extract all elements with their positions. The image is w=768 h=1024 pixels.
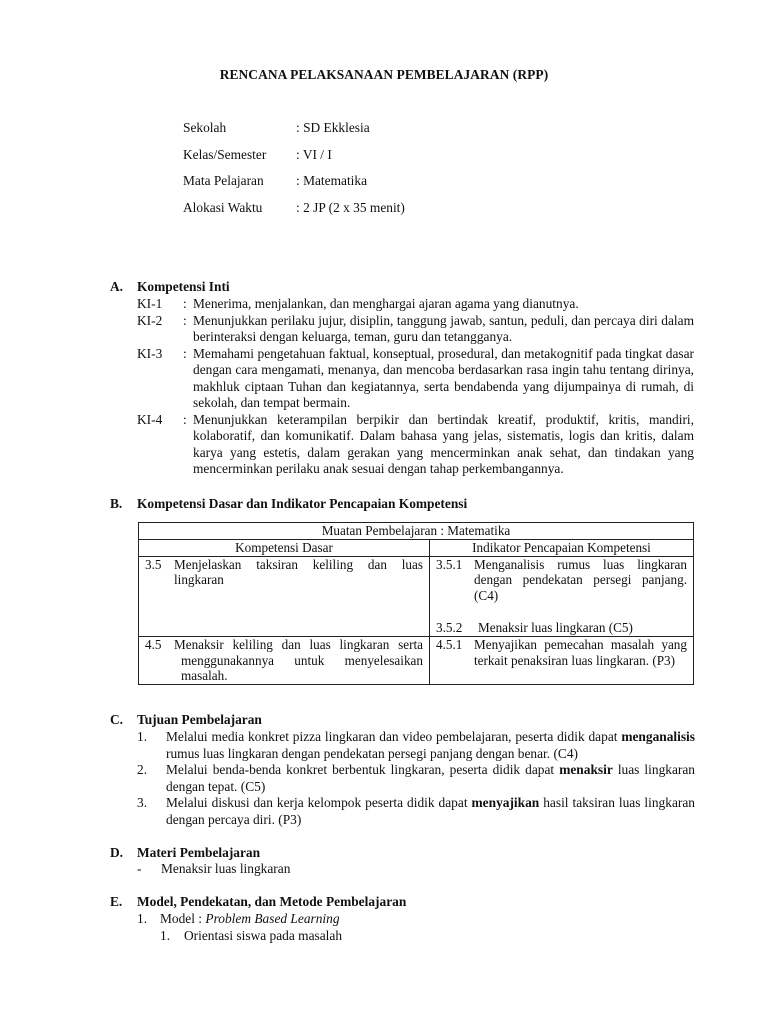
section-e-heading bbox=[110, 894, 406, 911]
model-text bbox=[160, 911, 695, 928]
table-row bbox=[139, 556, 694, 636]
ki-code: KI-3 bbox=[137, 345, 163, 361]
objective-text-pre: Melalui diskusi dan kerja kelompok peserta didik dapat bbox=[166, 795, 472, 810]
table-header-ipk: Indikator Pencapaian Kompetensi bbox=[430, 539, 694, 556]
info-row-school bbox=[183, 120, 405, 147]
section-letter: D. bbox=[110, 845, 124, 860]
model-step-number: 1. bbox=[160, 927, 171, 943]
ipk-item bbox=[436, 637, 687, 669]
ipk-cell bbox=[430, 556, 694, 636]
material-list bbox=[137, 861, 695, 878]
ki-item bbox=[137, 346, 694, 412]
ki-list bbox=[137, 296, 694, 478]
kd-text bbox=[174, 637, 423, 684]
info-label: Sekolah bbox=[183, 120, 227, 135]
section-b-heading bbox=[110, 496, 467, 513]
kd-item bbox=[145, 637, 423, 684]
table-caption: Muatan Pembelajaran : Matematika bbox=[139, 523, 694, 540]
section-d-heading bbox=[110, 845, 260, 862]
objective-keyword: menyajikan bbox=[471, 795, 540, 810]
table-caption-row bbox=[139, 523, 694, 540]
model-list bbox=[137, 911, 695, 944]
ki-item bbox=[137, 412, 694, 478]
competency-table bbox=[138, 522, 694, 685]
info-label: Mata Pelajaran bbox=[183, 173, 264, 188]
info-value: : Matematika bbox=[296, 173, 368, 188]
material-bullet: - bbox=[137, 861, 142, 876]
kd-number: 3.5 bbox=[145, 556, 162, 572]
objective-number: 1. bbox=[137, 729, 148, 744]
kd-text-content: Menaksir keliling dan luas lingkaran serta menggunakannya untuk menyelesaikan masalah. bbox=[174, 636, 423, 684]
objective-item bbox=[137, 762, 695, 795]
section-title: Materi Pembelajaran bbox=[137, 845, 261, 860]
info-value: : SD Ekklesia bbox=[296, 120, 370, 135]
ki-text: Menunjukkan keterampilan berpikir dan bertindak kreatif, produktif, kritis, mandiri, kolaboratif, dan komunikatif. Dalam bahasa yang jelas, sistematis, logis dan kritis, dalam karya yang estetis, dalam gerakan yang mencerminkan anak sehat, dan tindakan yang mencerminkan perilaku anak sesuai dengan tahap perkembangannya. bbox=[193, 411, 694, 476]
ipk-item bbox=[436, 557, 687, 604]
objective-text-post: hasil taksiran luas lingkaran dengan percaya diri. (P3) bbox=[166, 795, 695, 827]
objective-item bbox=[137, 795, 695, 828]
ki-code: KI-4 bbox=[137, 411, 163, 427]
section-letter: A. bbox=[110, 279, 124, 294]
model-item bbox=[137, 911, 695, 928]
ipk-text: Menganalisis rumus luas lingkaran dengan pendekatan persegi panjang. (C4) bbox=[474, 556, 687, 604]
objective-number: 2. bbox=[137, 762, 148, 777]
ipk-cell bbox=[430, 636, 694, 684]
material-text: Menaksir luas lingkaran bbox=[161, 861, 291, 876]
section-c-heading bbox=[110, 712, 262, 729]
objective-list bbox=[137, 729, 695, 828]
ipk-text: Menaksir luas lingkaran (C5) bbox=[478, 619, 633, 635]
ki-colon: : bbox=[183, 411, 187, 427]
ki-item bbox=[137, 313, 694, 346]
identity-block bbox=[183, 120, 405, 226]
section-title: Model, Pendekatan, dan Metode Pembelajaran bbox=[137, 894, 407, 909]
ki-code: KI-1 bbox=[137, 296, 163, 311]
objective-number: 3. bbox=[137, 795, 148, 810]
section-letter: B. bbox=[110, 496, 123, 511]
ipk-item bbox=[436, 620, 687, 636]
info-row-subject bbox=[183, 173, 405, 200]
model-name: Problem Based Learning bbox=[205, 911, 340, 926]
table-header-row bbox=[139, 539, 694, 556]
section-title: Kompetensi Dasar dan Indikator Pencapaian Kompetensi bbox=[137, 496, 468, 511]
ipk-text: Menyajikan pemecahan masalah yang terkait penaksiran luas lingkaran. (P3) bbox=[474, 636, 687, 668]
objective-text-pre: Melalui media konkret pizza lingkaran dan video pembelajaran, peserta didik dapat bbox=[166, 729, 622, 744]
ki-colon: : bbox=[183, 345, 187, 361]
info-label: Alokasi Waktu bbox=[183, 199, 263, 215]
kd-cell bbox=[139, 636, 430, 684]
ki-code: KI-2 bbox=[137, 312, 163, 328]
objective-text-post: rumus luas lingkaran dengan pendekatan persegi panjang dengan benar. (C4) bbox=[166, 745, 578, 761]
info-row-class bbox=[183, 147, 405, 174]
objective-item bbox=[137, 729, 695, 762]
table-header-kd: Kompetensi Dasar bbox=[139, 539, 430, 556]
info-label: Kelas/Semester bbox=[183, 146, 267, 162]
kd-cell bbox=[139, 556, 430, 636]
objective-text-post: luas lingkaran dengan tepat. (C5) bbox=[166, 762, 696, 794]
info-value: : 2 JP (2 x 35 menit) bbox=[296, 199, 405, 215]
document-title: RENCANA PELAKSANAAN PEMBELAJARAN (RPP) bbox=[219, 67, 549, 82]
info-row-time bbox=[183, 200, 405, 227]
ki-text: Memahami pengetahuan faktual, konseptual, prosedural, dan metakognitif pada tingkat dasar dengan cara mengamati, menanya, dan mencoba berdasarkan rasa ingin tahu tentang dirinya, makhluk ciptaan Tuhan dan kegiatannya, serta bendabenda yang dijumpainya di rumah, di sekolah, dan tempat bermain. bbox=[193, 345, 694, 410]
section-letter: E. bbox=[110, 894, 123, 909]
objective-text bbox=[166, 795, 695, 828]
section-title: Kompetensi Inti bbox=[137, 279, 230, 294]
ipk-number: 4.5.1 bbox=[436, 636, 463, 652]
objective-keyword: menaksir bbox=[559, 762, 613, 777]
objective-text bbox=[166, 762, 695, 795]
objective-text bbox=[166, 729, 695, 762]
ki-colon: : bbox=[183, 296, 187, 311]
ki-text: Menerima, menjalankan, dan menghargai ajaran agama yang dianutnya. bbox=[193, 296, 579, 311]
info-value: : VI / I bbox=[296, 146, 332, 162]
model-number: 1. bbox=[137, 911, 148, 926]
section-title: Tujuan Pembelajaran bbox=[137, 712, 262, 727]
section-letter: C. bbox=[110, 712, 124, 727]
kd-item bbox=[145, 557, 423, 589]
ipk-number: 3.5.1 bbox=[436, 556, 463, 572]
model-step-item bbox=[137, 928, 695, 945]
model-step-text: Orientasi siswa pada masalah bbox=[184, 927, 343, 943]
kd-number: 4.5 bbox=[145, 636, 162, 652]
table-row bbox=[139, 636, 694, 684]
objective-keyword: menganalisis bbox=[621, 729, 695, 744]
material-item bbox=[137, 861, 695, 878]
section-a-heading bbox=[110, 279, 230, 296]
ki-colon: : bbox=[183, 312, 187, 328]
model-label: Model : bbox=[160, 911, 206, 926]
ki-text: Menunjukkan perilaku jujur, disiplin, tanggung jawab, santun, peduli, dan percaya diri dalam berinteraksi dengan keluarga, teman, guru dan tetangganya. bbox=[193, 312, 694, 344]
ki-item bbox=[137, 296, 694, 313]
ipk-number: 3.5.2 bbox=[436, 619, 463, 635]
kd-text: Menjelaskan taksiran keliling dan luas lingkaran bbox=[174, 556, 423, 588]
objective-text-pre: Melalui benda-benda konkret berbentuk lingkaran, peserta didik dapat bbox=[166, 762, 560, 777]
